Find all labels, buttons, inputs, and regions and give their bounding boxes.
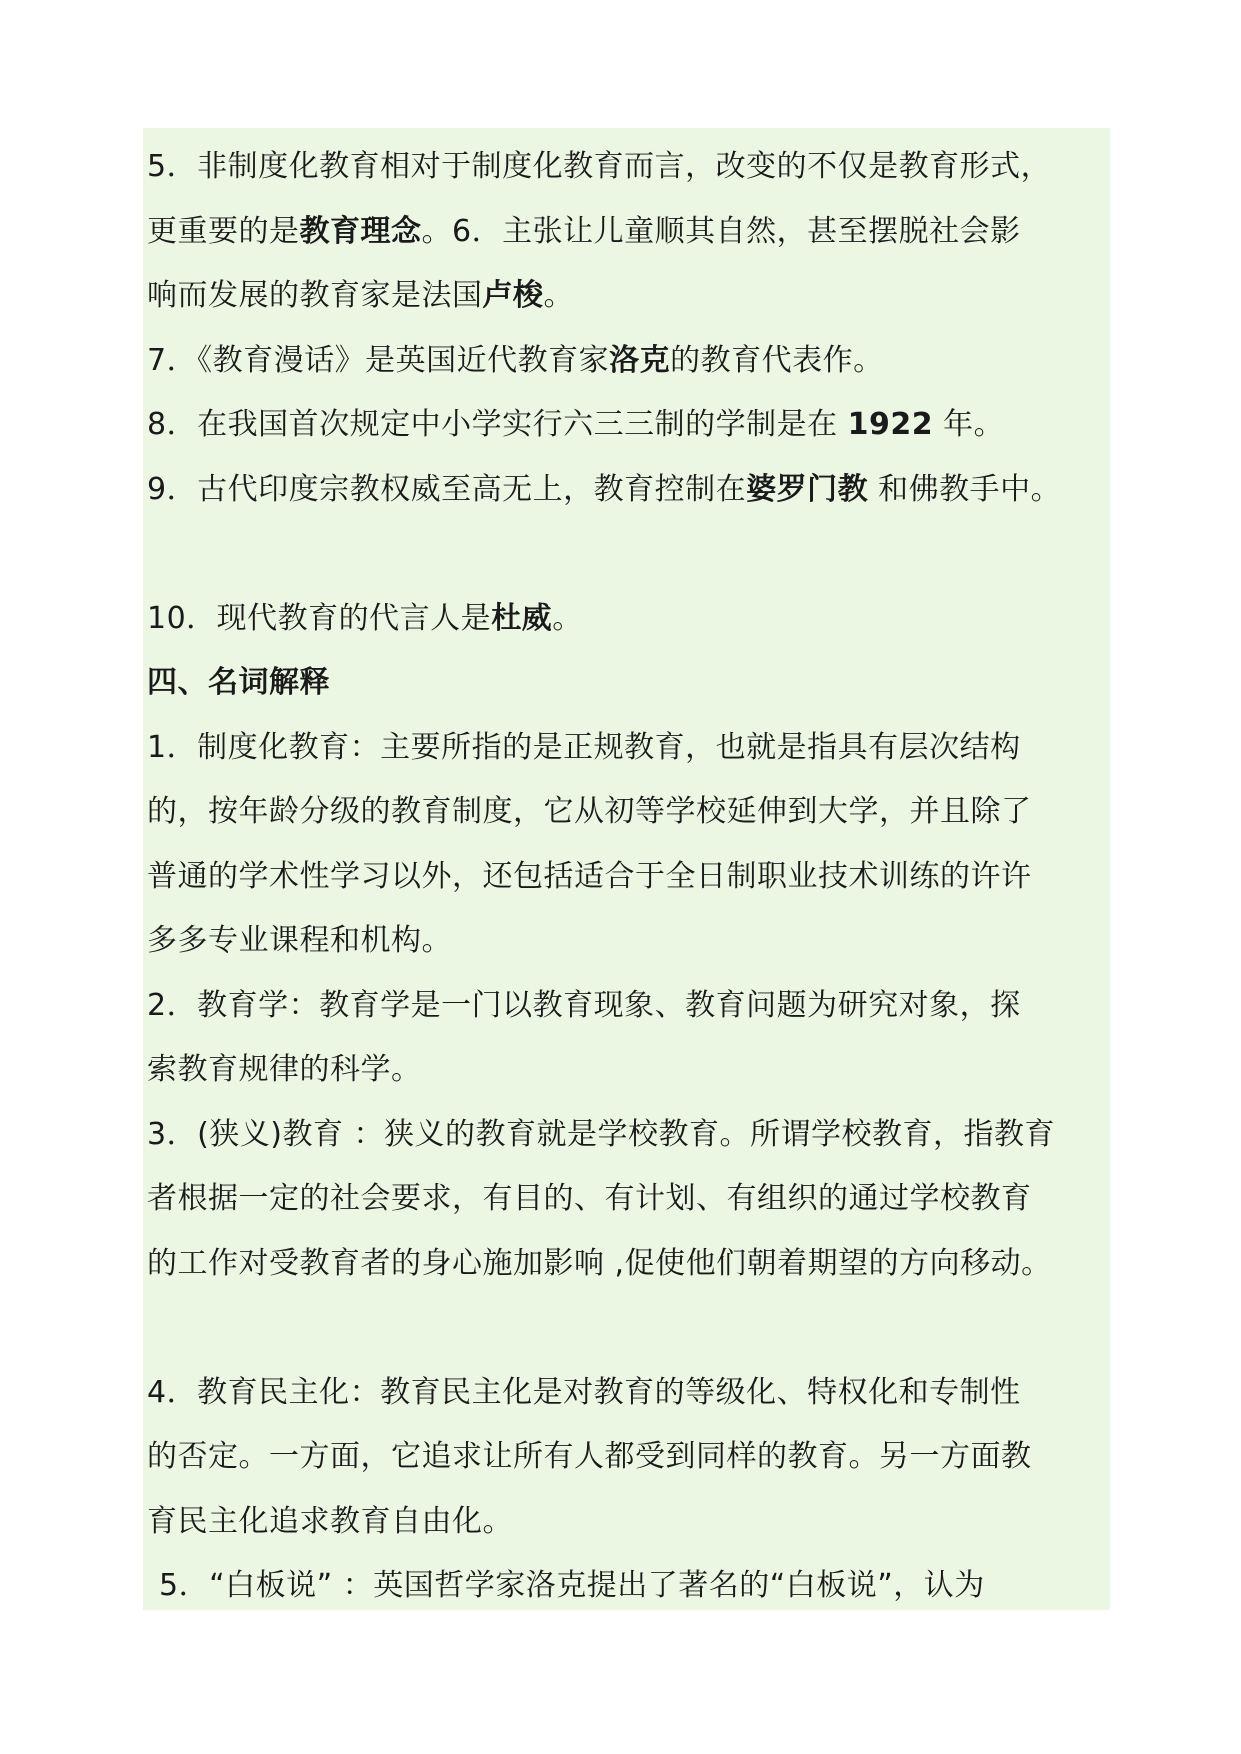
answer-keyword: 1922 <box>847 407 934 442</box>
item-8: 8．在我国首次规定中小学实行六三三制的学制是在 1922 年。 <box>147 407 1005 442</box>
document-body <box>147 135 1107 1619</box>
term-3-line-1: 3．(狭义)教育 ：狭义的教育就是学校教育。所谓学校教育，指教育 <box>147 1116 1056 1152</box>
answer-keyword: 卢梭 <box>482 278 544 313</box>
term-2-line-1: 2．教育学：教育学是一门以教育现象、教育问题为研究对象，探 <box>147 987 1021 1023</box>
term-1-line-4: 多多专业课程和机构。 <box>147 923 452 958</box>
term-4-line-1: 4．教育民主化：教育民主化是对教育的等级化、特权化和专制性 <box>147 1374 1021 1410</box>
term-4-line-2: 的否定。一方面，它追求让所有人都受到同样的教育。另一方面教 <box>147 1439 1032 1474</box>
item-7: 7．《教育漫话》是英国近代教育家洛克的教育代表作。 <box>147 342 884 378</box>
section-heading: 四、名词解释 <box>147 665 330 700</box>
answer-keyword: 教育理念 <box>299 213 422 249</box>
item-6-line-2: 响而发展的教育家是法国卢梭。 <box>147 278 574 313</box>
term-1-line-1: 1．制度化教育：主要所指的是正规教育，也就是指具有层次结构 <box>147 729 1021 765</box>
item-5-line-2: 更重要的是教育理念。6．主张让儿童顺其自然，甚至摆脱社会影 <box>147 213 1021 249</box>
answer-keyword: 洛克 <box>609 342 671 378</box>
term-4-line-3: 育民主化追求教育自由化。 <box>147 1503 513 1539</box>
item-9: 9．古代印度宗教权威至高无上，教育控制在婆罗门教 和佛教手中。 <box>147 471 1062 507</box>
term-5-line-1: 5．“白板说” ：英国哲学家洛克提出了著名的“白板说”，认为 <box>159 1568 985 1603</box>
blank-line <box>147 522 1107 587</box>
term-1-line-2: 的，按年龄分级的教育制度，它从初等学校延伸到大学，并且除了 <box>147 794 1032 829</box>
term-3-line-3: 的工作对受教育者的身心施加影响 ,促使他们朝着期望的方向移动。 <box>147 1245 1052 1281</box>
term-1-line-3: 普通的学术性学习以外，还包括适合于全日制职业技术训练的许许 <box>147 858 1032 894</box>
term-3-line-2: 者根据一定的社会要求，有目的、有计划、有组织的通过学校教育 <box>147 1181 1032 1216</box>
term-2-line-2: 索教育规律的科学。 <box>147 1052 422 1087</box>
answer-keyword: 杜威 <box>491 600 553 636</box>
blank-line <box>147 1296 1107 1361</box>
answer-keyword: 婆罗门教 <box>746 471 869 507</box>
item-5-line-1: 5．非制度化教育相对于制度化教育而言，改变的不仅是教育形式， <box>147 149 1052 184</box>
item-10: 10．现代教育的代言人是杜威。 <box>147 600 583 636</box>
